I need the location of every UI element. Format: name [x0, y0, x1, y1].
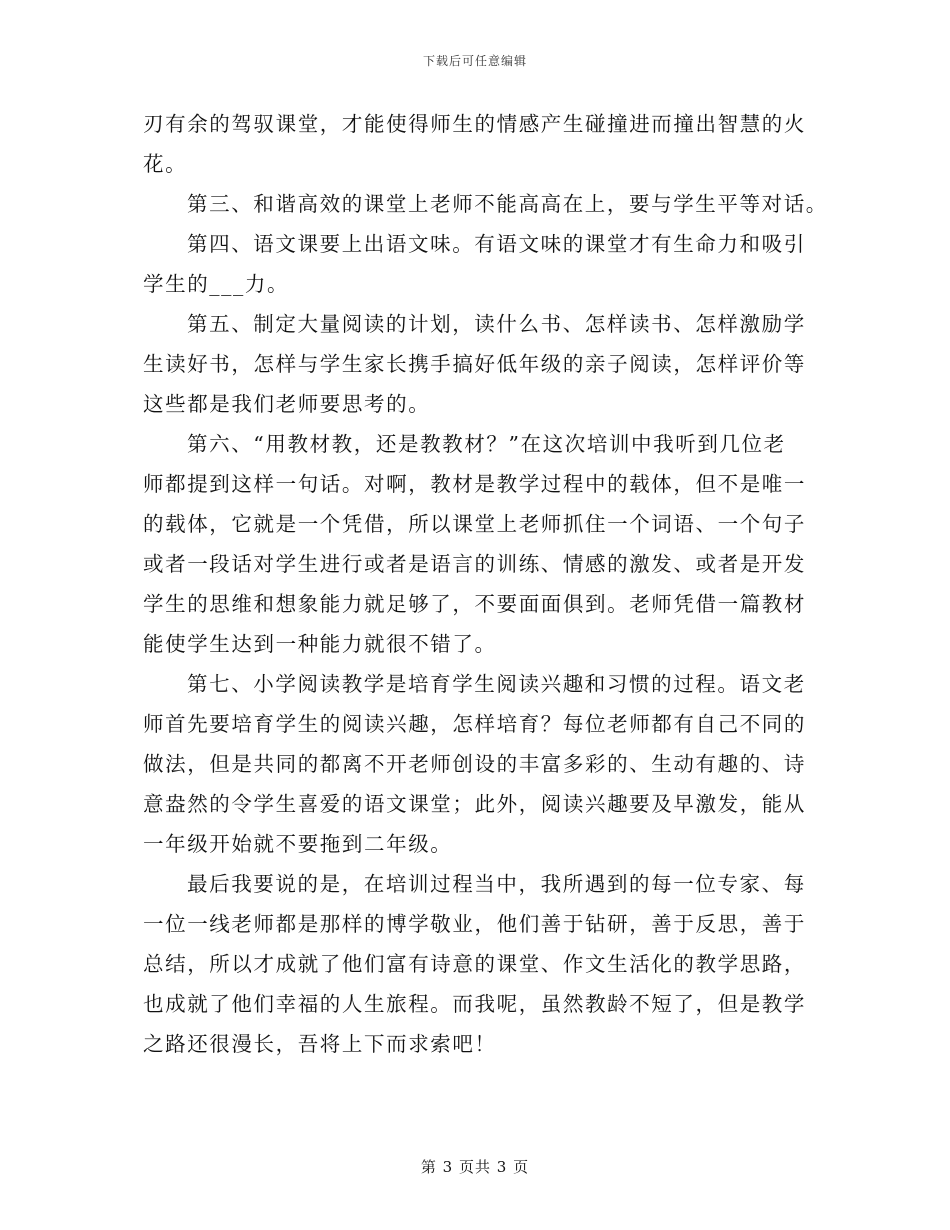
text-line: 第六、“用教材教，还是教教材？”在这次培训中我听到几位老 [187, 432, 786, 456]
page-header: 下载后可任意编辑 [422, 54, 527, 68]
text-line: 师首先要培育学生的阅读兴趣，怎样培育？每位老师都有自己不同的 [143, 712, 806, 736]
page-number-footer: 第 3 页共 3 页 [420, 1158, 530, 1176]
text-line: 这些都是我们老师要思考的。 [143, 392, 431, 416]
text-line: 花。 [143, 152, 188, 176]
text-line: 第四、语文课要上出语文味。有语文味的课堂才有生命力和吸引 [187, 232, 806, 256]
document-body [143, 104, 828, 1064]
text-line: 意盎然的令学生喜爱的语文课堂；此外，阅读兴趣要及早激发，能从 [143, 792, 806, 816]
text-line: 生读好书，怎样与学生家长携手搞好低年级的亲子阅读，怎样评价等 [143, 352, 806, 376]
text-line: 一年级开始就不要拖到二年级。 [143, 832, 453, 856]
text-line: 做法，但是共同的都离不开老师创设的丰富多彩的、生动有趣的、诗 [143, 752, 806, 776]
text-line: 也成就了他们幸福的人生旅程。而我呢，虽然教龄不短了，但是教学 [143, 992, 806, 1016]
text-line: 的载体，它就是一个凭借，所以课堂上老师抓住一个词语、一个句子 [143, 512, 806, 536]
text-line: 学生的思维和想象能力就足够了，不要面面俱到。老师凭借一篇教材 [143, 592, 806, 616]
text-line: 最后我要说的是，在培训过程当中，我所遇到的每一位专家、每 [187, 872, 806, 896]
text-line: 刃有余的驾驭课堂，才能使得师生的情感产生碰撞进而撞出智慧的火 [143, 112, 806, 136]
paragraph-conclusion [143, 864, 813, 1064]
text-line: 或者一段话对学生进行或者是语言的训练、情感的激发、或者是开发 [143, 552, 806, 576]
text-line: 学生的___力。 [143, 272, 290, 296]
paragraph-fourth-point [143, 224, 813, 304]
paragraph-third-point [143, 184, 828, 224]
text-line: 之路还很漫长，吾将上下而求索吧！ [143, 1032, 497, 1056]
text-line: 师都提到这样一句话。对啊，教材是教学过程中的载体，但不是唯一 [143, 472, 806, 496]
text-line: 总结，所以才成就了他们富有诗意的课堂、作文生活化的教学思路， [143, 952, 806, 976]
text-line: 一位一线老师都是那样的博学敬业，他们善于钻研，善于反思，善于 [143, 912, 806, 936]
text-line: 能使学生达到一种能力就很不错了。 [143, 632, 497, 656]
paragraph-fifth-point [143, 304, 813, 424]
paragraph-continuation [143, 104, 813, 184]
text-line: 第七、小学阅读教学是培育学生阅读兴趣和习惯的过程。语文老 [187, 672, 806, 696]
paragraph-seventh-point [143, 664, 813, 864]
text-line: 第五、制定大量阅读的计划，读什么书、怎样读书、怎样激励学 [187, 312, 806, 336]
paragraph-sixth-point [143, 424, 813, 664]
text-line: 第三、和谐高效的课堂上老师不能高高在上，要与学生平等对话。 [187, 192, 828, 216]
